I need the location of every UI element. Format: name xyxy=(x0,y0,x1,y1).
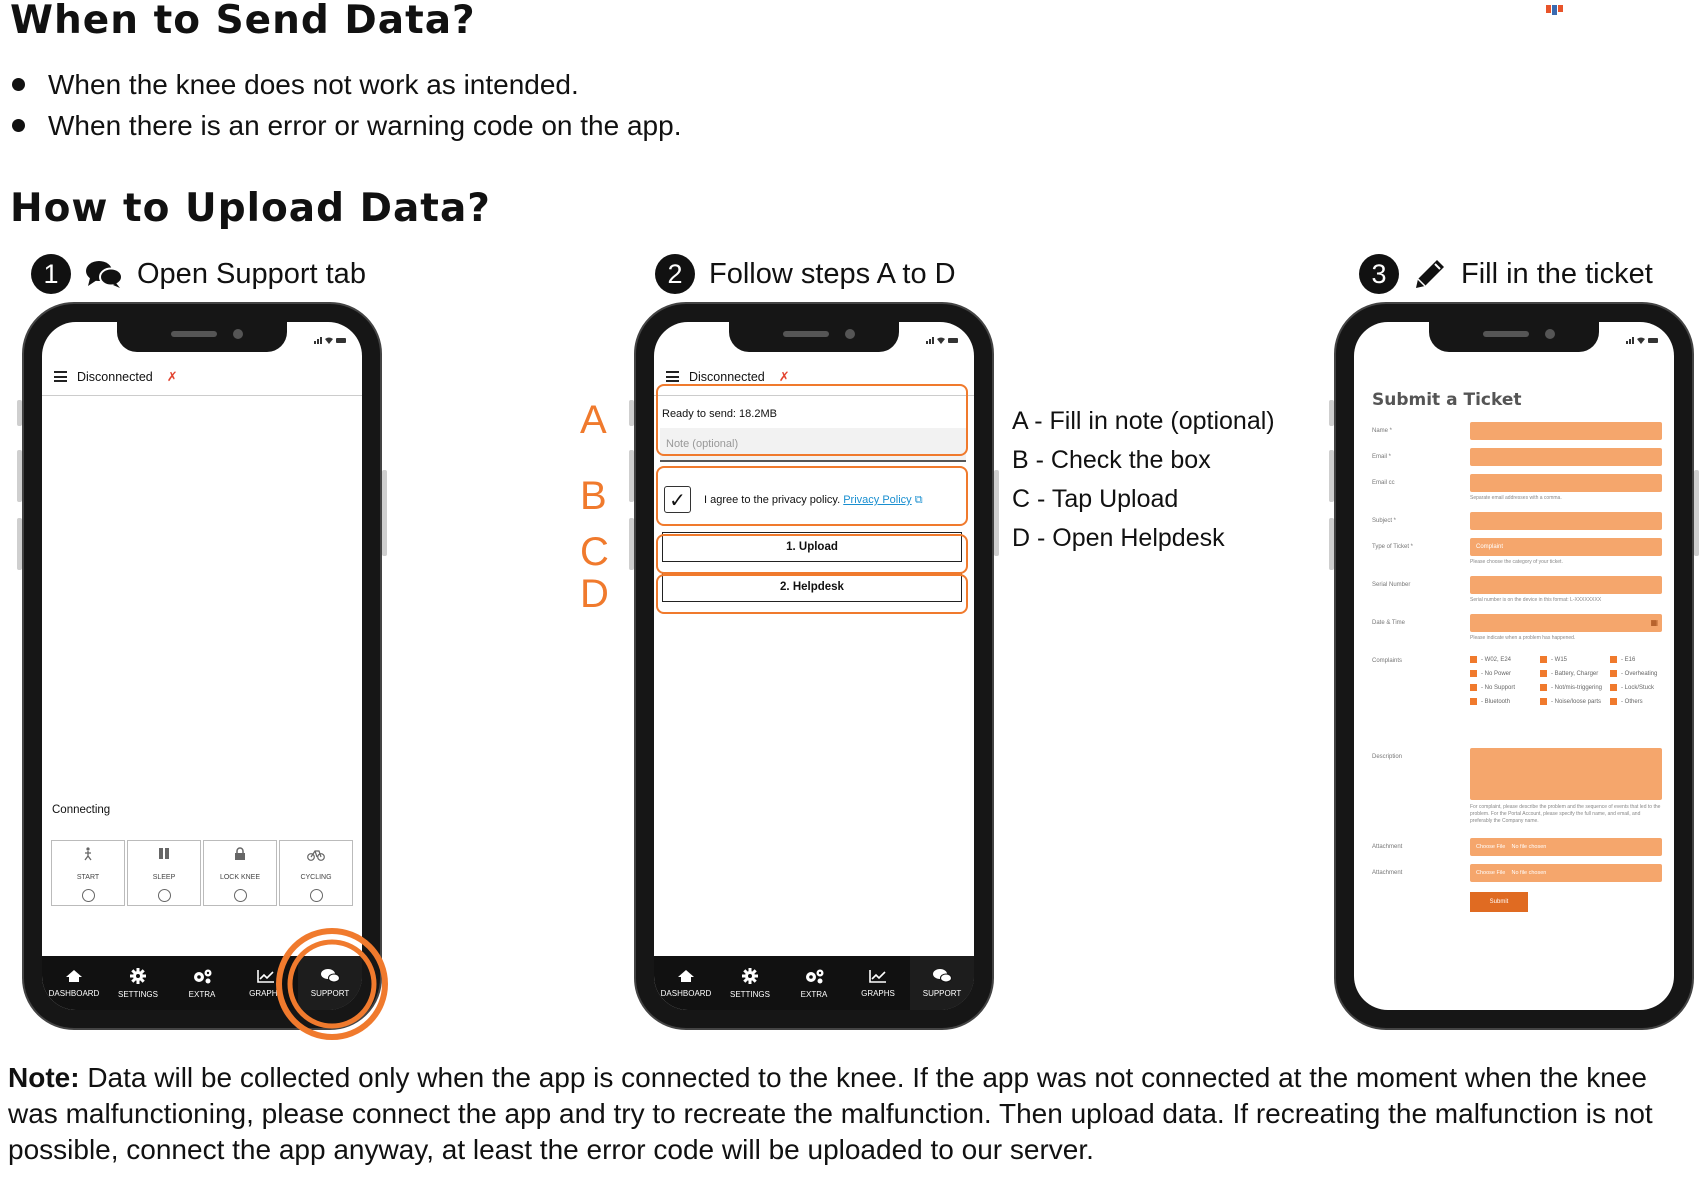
menu-icon[interactable] xyxy=(54,371,67,382)
complaint-option[interactable]: - Noise/loose parts xyxy=(1540,696,1610,708)
highlight-box-c xyxy=(656,534,968,574)
status-icons xyxy=(314,336,348,344)
bluetooth-off-icon: ✗ xyxy=(778,368,790,384)
menu-icon[interactable] xyxy=(666,371,679,382)
step-label: Follow steps A to D xyxy=(709,257,956,290)
letter-c: C xyxy=(580,530,609,574)
lock-icon xyxy=(234,847,246,863)
app-topbar xyxy=(42,358,362,396)
connecting-label: Connecting xyxy=(52,804,111,816)
logo xyxy=(1546,0,1570,10)
privacy-policy-link[interactable]: Privacy Policy xyxy=(843,494,912,506)
serial-field[interactable] xyxy=(1470,576,1662,594)
footer-note: Note: Data will be collected only when the app is connected to the knee. If the app was not connected at the moment when the knee was malfunctioning, please connect the app and try to recreate the malfunction. Then upload data. If recreating the malfunction is not possible, connect the app anyway, at least the error code will be uploaded to our server. xyxy=(8,1062,1653,1165)
bullet-list xyxy=(10,64,681,146)
pause-icon xyxy=(158,847,170,863)
email-field[interactable] xyxy=(1470,448,1662,466)
nav-support[interactable]: SUPPORT xyxy=(298,956,362,1010)
chat-bubbles-icon xyxy=(85,259,123,289)
attachment-2[interactable]: Choose File No file chosen xyxy=(1470,864,1662,882)
step-label: Fill in the ticket xyxy=(1461,257,1653,290)
complaint-option[interactable]: - No Support xyxy=(1470,682,1540,694)
nav-settings[interactable]: SETTINGS xyxy=(106,956,170,1010)
helpdesk-button[interactable]: 2. Helpdesk xyxy=(662,572,962,602)
step-1-heading xyxy=(31,254,366,294)
external-link-icon: ⧉ xyxy=(914,494,923,506)
description-textarea[interactable] xyxy=(1470,748,1662,800)
complaint-option[interactable]: - Battery, Charger xyxy=(1540,668,1610,680)
graph-icon xyxy=(869,969,887,983)
walking-icon xyxy=(82,847,94,863)
ready-to-send: Ready to send: 18.2MB xyxy=(662,408,777,420)
letter-d: D xyxy=(580,572,609,616)
mode-cycling[interactable]: CYCLING xyxy=(279,840,353,906)
mode-radio[interactable] xyxy=(158,889,171,902)
nav-extra[interactable]: EXTRA xyxy=(170,956,234,1010)
mode-start[interactable]: START xyxy=(51,840,125,906)
mode-radio[interactable] xyxy=(82,889,95,902)
gear-icon xyxy=(742,968,758,984)
upload-button[interactable]: 1. Upload xyxy=(662,532,962,562)
gear-icon xyxy=(130,968,146,984)
letter-a: A xyxy=(580,398,607,442)
complaint-option[interactable]: - Lock/Stuck xyxy=(1610,682,1666,694)
privacy-checkbox[interactable]: ✓ xyxy=(664,486,691,513)
bottom-nav xyxy=(654,956,974,1010)
letter-b: B xyxy=(580,474,607,518)
phone-3 xyxy=(1334,302,1694,1030)
mode-radio[interactable] xyxy=(234,889,247,902)
step-label: Open Support tab xyxy=(137,257,366,290)
home-icon xyxy=(65,969,83,983)
mode-lock-knee[interactable]: LOCK KNEE xyxy=(203,840,277,906)
tap-highlight-rings xyxy=(272,924,392,1044)
phone-screen xyxy=(42,322,362,1010)
nav-extra[interactable]: EXTRA xyxy=(782,956,846,1010)
subject-field[interactable] xyxy=(1470,512,1662,530)
step-2-heading xyxy=(655,254,956,294)
chat-bubbles-icon xyxy=(932,968,952,983)
name-field[interactable] xyxy=(1470,422,1662,440)
nav-dashboard[interactable]: DASHBOARD xyxy=(42,956,106,1010)
gears-icon xyxy=(803,968,825,984)
bluetooth-off-icon: ✗ xyxy=(166,368,178,384)
nav-graphs[interactable]: GRAPHS xyxy=(234,956,298,1010)
section-title-how: How to Upload Data? xyxy=(10,186,491,231)
step-number: 1 xyxy=(31,254,71,294)
bullet-item: When there is an error or warning code on the app. xyxy=(10,105,681,146)
step-number: 3 xyxy=(1359,254,1399,294)
privacy-agree-text: I agree to the privacy policy. Privacy Policy ⧉ xyxy=(704,494,923,506)
attachment-1[interactable]: Choose File No file chosen xyxy=(1470,838,1662,856)
connection-status: Disconnected xyxy=(689,369,765,384)
email-cc-field[interactable] xyxy=(1470,474,1662,492)
choose-file-button[interactable]: Choose File xyxy=(1476,870,1506,876)
ticket-type-select[interactable]: Complaint xyxy=(1470,538,1662,556)
note-input[interactable]: Note (optional) xyxy=(660,428,966,462)
mode-sleep[interactable]: SLEEP xyxy=(127,840,201,906)
calendar-icon: ▦ xyxy=(1650,618,1658,627)
complaint-option[interactable]: - W02, E24 xyxy=(1470,654,1540,666)
nav-settings[interactable]: SETTINGS xyxy=(718,956,782,1010)
complaint-option[interactable]: - Others xyxy=(1610,696,1666,708)
phone-screen: Submit a Ticket Name * Email * Email cc Subject * Type of Ticket * Serial Number Date & Time Complaints Description Attachment Attachment Separate email addresses with a comma. Complaint Please choose the category of your ticket. Serial number is on the device in this format: L-XXXXXXXX ▦ Please indicate when a problem has happened. - W02, E24 - W15 - E16 - No Power - Battery, Charger - Overheating - No Support - Not/mis-triggering - Lock/Stuck - Bluetooth - Noise/loose parts - Others For complaint, please describe the problem and the sequence of events that led to the problem. For the Portal Account, please specify the full name, and email, and preferably the Company name. Choose File No file chosen Choose File No file chosen Submit xyxy=(1354,322,1674,1010)
highlight-box-d xyxy=(656,574,968,614)
status-icons xyxy=(1626,336,1660,344)
bicycle-icon xyxy=(307,847,325,863)
date-time-field[interactable] xyxy=(1470,614,1662,632)
nav-dashboard[interactable]: DASHBOARD xyxy=(654,956,718,1010)
section-title-when: When to Send Data? xyxy=(10,0,476,43)
complaint-option[interactable]: - Overheating xyxy=(1610,668,1666,680)
choose-file-button[interactable]: Choose File xyxy=(1476,844,1506,850)
complaint-option[interactable]: - W15 xyxy=(1540,654,1610,666)
submit-button[interactable]: Submit xyxy=(1470,892,1528,912)
nav-graphs[interactable]: GRAPHS xyxy=(846,956,910,1010)
step-number: 2 xyxy=(655,254,695,294)
connection-status: Disconnected xyxy=(77,369,153,384)
mode-radio[interactable] xyxy=(310,889,323,902)
phone-1 xyxy=(22,302,382,1030)
complaint-option[interactable]: - Not/mis-triggering xyxy=(1540,682,1610,694)
complaint-option[interactable]: - No Power xyxy=(1470,668,1540,680)
nav-support[interactable]: SUPPORT xyxy=(910,956,974,1010)
mode-grid xyxy=(51,840,353,906)
highlight-box-a xyxy=(656,384,968,456)
highlight-box-b xyxy=(656,466,968,526)
pencil-icon xyxy=(1413,257,1447,291)
step-3-heading xyxy=(1359,254,1653,294)
complaints-checkboxes xyxy=(1470,654,1666,708)
complaint-option[interactable]: - E16 xyxy=(1610,654,1666,666)
home-icon xyxy=(677,969,695,983)
bullet-item: When the knee does not work as intended. xyxy=(10,64,681,105)
step-instructions: A - Fill in note (optional) B - Check the box C - Tap Upload D - Open Helpdesk xyxy=(1012,407,1275,552)
ticket-title: Submit a Ticket xyxy=(1372,390,1522,410)
complaint-option[interactable]: - Bluetooth xyxy=(1470,696,1540,708)
gears-icon xyxy=(191,968,213,984)
status-icons xyxy=(926,336,960,344)
